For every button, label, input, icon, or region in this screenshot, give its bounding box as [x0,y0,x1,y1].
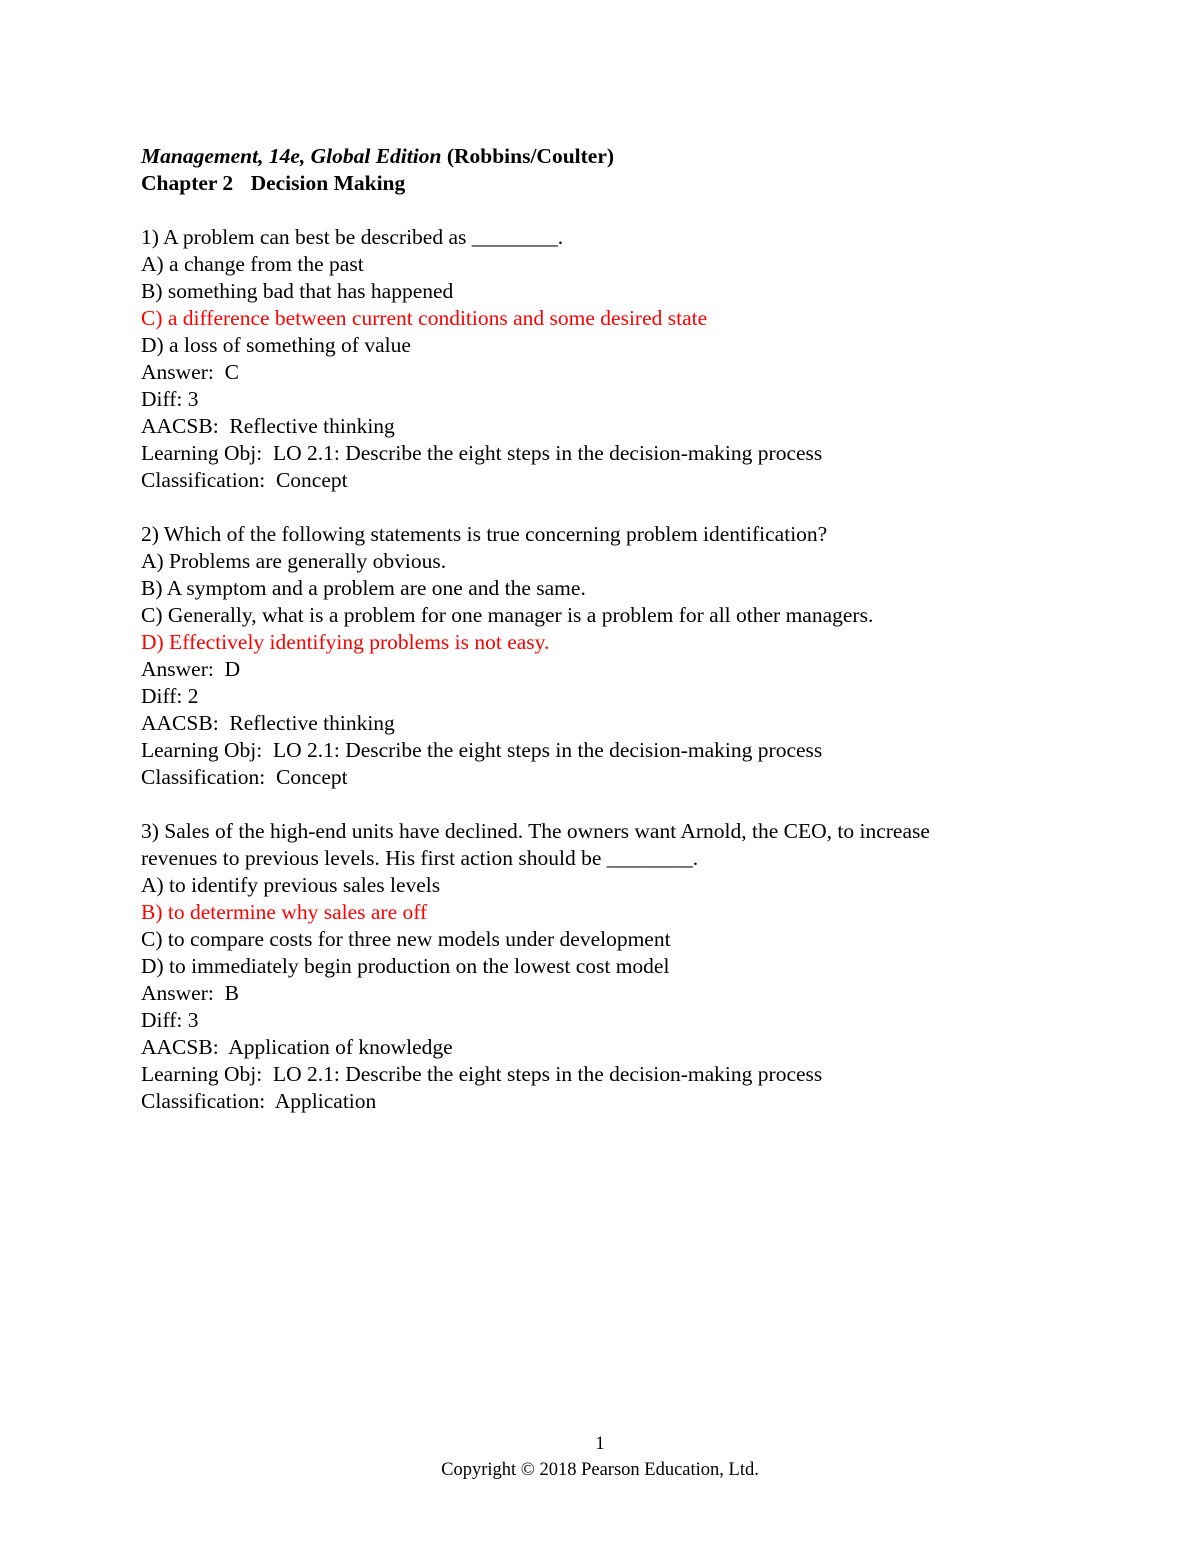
correct-answer-option: B) to determine why sales are off [141,900,428,924]
learning-objective: Learning Obj: LO 2.1: Describe the eight steps in the decision-making process [141,738,823,762]
answer-option: A) to identify previous sales levels [141,873,441,897]
copyright-notice: Copyright © 2018 Pearson Education, Ltd. [441,1460,759,1480]
question-stem: 1) A problem can best be described as ________. [141,225,564,249]
answer-key: Answer: D [141,657,241,681]
difficulty: Diff: 2 [141,684,199,708]
aacsb: AACSB: Reflective thinking [141,414,395,438]
answer-option: B) A symptom and a problem are one and the same. [141,576,586,600]
chapter-heading [141,170,1081,197]
page-number: 1 [595,1434,605,1454]
chapter-title: Decision Making [250,171,406,195]
correct-answer-option: D) Effectively identifying problems is not easy. [141,630,550,654]
answer-option: C) to compare costs for three new models under development [141,927,671,951]
book-title: Management, 14e, Global Edition [141,144,442,168]
question-stem-continued: revenues to previous levels. His first action should be ________. [141,846,699,870]
answer-option: C) Generally, what is a problem for one manager is a problem for all other managers. [141,603,874,627]
learning-objective: Learning Obj: LO 2.1: Describe the eight steps in the decision-making process [141,441,823,465]
answer-option: A) Problems are generally obvious. [141,549,447,573]
answer-option: D) to immediately begin production on the lowest cost model [141,954,670,978]
page-content [141,143,1081,1142]
book-title-line [141,143,1081,170]
answer-key: Answer: B [141,981,239,1005]
question-stem: 3) Sales of the high-end units have declined. The owners want Arnold, the CEO, to increase [141,819,930,843]
answer-key: Answer: C [141,360,239,384]
question-stem: 2) Which of the following statements is true concerning problem identification? [141,522,828,546]
difficulty: Diff: 3 [141,387,199,411]
answer-option: A) a change from the past [141,252,364,276]
question-3 [141,818,1081,1115]
learning-objective: Learning Obj: LO 2.1: Describe the eight steps in the decision-making process [141,1062,823,1086]
aacsb: AACSB: Reflective thinking [141,711,395,735]
classification: Classification: Concept [141,468,348,492]
correct-answer-option: C) a difference between current conditions and some desired state [141,306,708,330]
aacsb: AACSB: Application of knowledge [141,1035,453,1059]
difficulty: Diff: 3 [141,1008,199,1032]
spacer [141,197,1081,224]
question-2 [141,521,1081,791]
classification: Classification: Concept [141,765,348,789]
question-1 [141,224,1081,494]
classification: Classification: Application [141,1089,377,1113]
answer-option: B) something bad that has happened [141,279,454,303]
book-authors: (Robbins/Coulter) [446,144,615,168]
chapter-number: Chapter 2 [141,171,234,195]
answer-option: D) a loss of something of value [141,333,411,357]
